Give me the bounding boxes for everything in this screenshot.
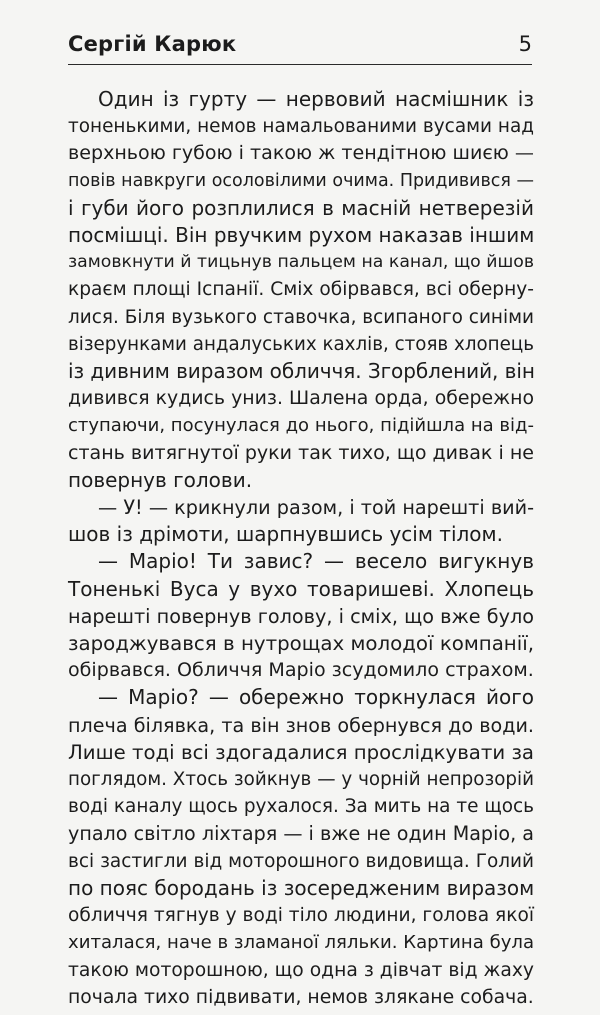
text-line: посмішці. Він рвучким рухом наказав іншим [68, 223, 535, 248]
page-number: 5 [518, 32, 532, 56]
text-line: Лише тоді всі здогадалися прослідкувати за [68, 740, 534, 764]
text-line: почала тихо підвивати, немов злякане собача. [68, 986, 534, 1008]
text-line: і губи його розплилися в масній нетверезій [68, 195, 534, 220]
paragraph [68, 684, 534, 1010]
text-line: обірвався. Обличчя Маріо зсудомило страхом. [68, 659, 534, 682]
text-line: шов із дрімоти, шарпнувшись усім тілом. [68, 522, 503, 547]
text-line: візерунками андалуських кахлів, стояв хлопець [68, 333, 534, 355]
text-line: Тоненькі Вуса у вухо товаришеві. Хлопець [68, 576, 534, 601]
text-line: плеча білявка, та він знов обернувся до води. [68, 713, 534, 737]
text-line: хиталася, наче в зламаної ляльки. Картина була [68, 932, 535, 954]
text-line: воді каналу щось рухалося. За мить на те щось [68, 796, 534, 818]
text-line: всі застигли від моторошного видовища. Голий [68, 850, 534, 872]
paragraph [68, 86, 534, 494]
text-line: тоненькими, немов намальованими вусами над [68, 116, 534, 138]
paragraph [68, 494, 534, 548]
text-line: із дивним виразом обличчя. Згорблений, він [68, 359, 535, 384]
text-line: по пояс бородань із зосередженим виразом [68, 875, 535, 900]
text-line: — Маріо? — обережно торкнулася його [98, 685, 534, 710]
text-line: обличчя тягнув у воді тіло людини, голова якої [68, 905, 534, 927]
text-line: упало світло ліхтаря — і вже не один Маріо, а [68, 822, 534, 846]
text-line: повернув голови. [68, 467, 253, 492]
text-line: верхньою губою і такою ж тендітною шиєю — [68, 142, 534, 165]
text-line: повів навкруги осоловілими очима. Придивився — [68, 170, 534, 191]
text-line: ступаючи, посунулася до нього, підійшла на від- [68, 415, 534, 437]
text-line: — У! — крикнули разом, і той нарешті вий- [98, 496, 534, 520]
author-name: Сергій Карюк [68, 32, 237, 56]
text-line: краєм площі Іспанії. Сміх обірвався, всі оберну- [68, 279, 534, 301]
paragraph [68, 548, 534, 684]
text-line: замовкнути й тицьнув пальцем на канал, що йшов [68, 252, 534, 273]
text-line: — Маріо! Ти завис? — весело вигукнув [98, 549, 534, 574]
text-line: лися. Біля вузького ставочка, всипаного синіми [68, 306, 534, 328]
body-text [68, 86, 534, 1011]
text-line: такою моторошною, що одна з дівчат від жаху [68, 959, 534, 981]
text-line: поглядом. Хтось зойкнув — у чорній непрозорій [68, 769, 534, 791]
text-line: нарешті повернув голову, і сміх, що вже було [68, 604, 534, 628]
running-header [68, 26, 532, 65]
text-line: дивився кудись униз. Шалена орда, обережно [68, 387, 534, 410]
text-line: стань витягнутої руки так тихо, що дивак і не [68, 441, 534, 464]
text-line: зароджувався в нутрощах молодої компанії, [68, 632, 534, 656]
text-line: Один із гурту — нервовий насмішник із [98, 87, 534, 111]
